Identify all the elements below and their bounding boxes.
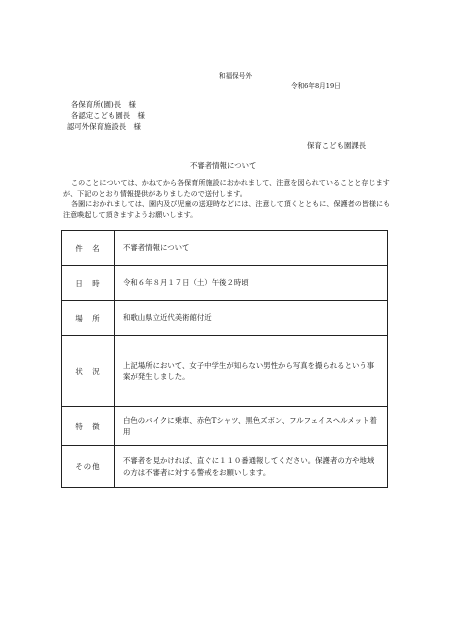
row-value: 令和６年８月１７日（土）午後２時頃 xyxy=(115,266,388,301)
row-value: 和歌山県立近代美術館付近 xyxy=(115,301,388,336)
table-row-situation xyxy=(62,336,388,407)
row-label: 件 名 xyxy=(62,231,115,266)
row-label: 特 徴 xyxy=(62,407,115,446)
table-row-datetime xyxy=(62,266,388,301)
table-row-other xyxy=(62,446,388,488)
row-label: その他 xyxy=(62,446,115,488)
document-date: 令和6年8月19日 xyxy=(291,82,341,90)
row-value: 上記場所において、女子中学生が知らない男性から写真を撮られるという事案が発生しました。 xyxy=(115,336,388,407)
body-paragraph: 各園におかれましては、園内及び児童の送迎時などには、注意して頂くとともに、保護者の皆様にも注意喚起して頂きますようお願いします。 xyxy=(63,199,391,219)
document-subject: 不審者情報について xyxy=(190,161,257,170)
incident-info-table xyxy=(61,230,388,488)
addressee-certified-centers: 各認定こども園長 様 xyxy=(71,111,145,120)
addressee-unlicensed-facilities: 認可外保育施設長 様 xyxy=(67,122,141,131)
table-row-subject xyxy=(62,231,388,266)
document-number: 和福保号外 xyxy=(219,72,252,80)
body-paragraph: このことについては、かねてから各保育所施設におかれまして、注意を図られていることと存じますが、下記のとおり情報提供がありましたので送付します。 xyxy=(63,178,390,198)
sender: 保育こども園課長 xyxy=(307,141,367,150)
row-label: 状 況 xyxy=(62,336,115,407)
row-value: 不審者を見かければ、直ぐに１１０番通報してください。保護者の方や地域の方は不審者に対する警戒をお願いします。 xyxy=(115,446,388,488)
row-label: 場 所 xyxy=(62,301,115,336)
table-row-location xyxy=(62,301,388,336)
row-value: 不審者情報について xyxy=(115,231,388,266)
addressee-nursery-heads: 各保育所(園)長 様 xyxy=(71,100,136,109)
row-value: 白色のバイクに乗車、赤色Tシャツ、黒色ズボン、フルフェイスヘルメット着用 xyxy=(115,407,388,446)
row-label: 日 時 xyxy=(62,266,115,301)
table-row-features xyxy=(62,407,388,446)
